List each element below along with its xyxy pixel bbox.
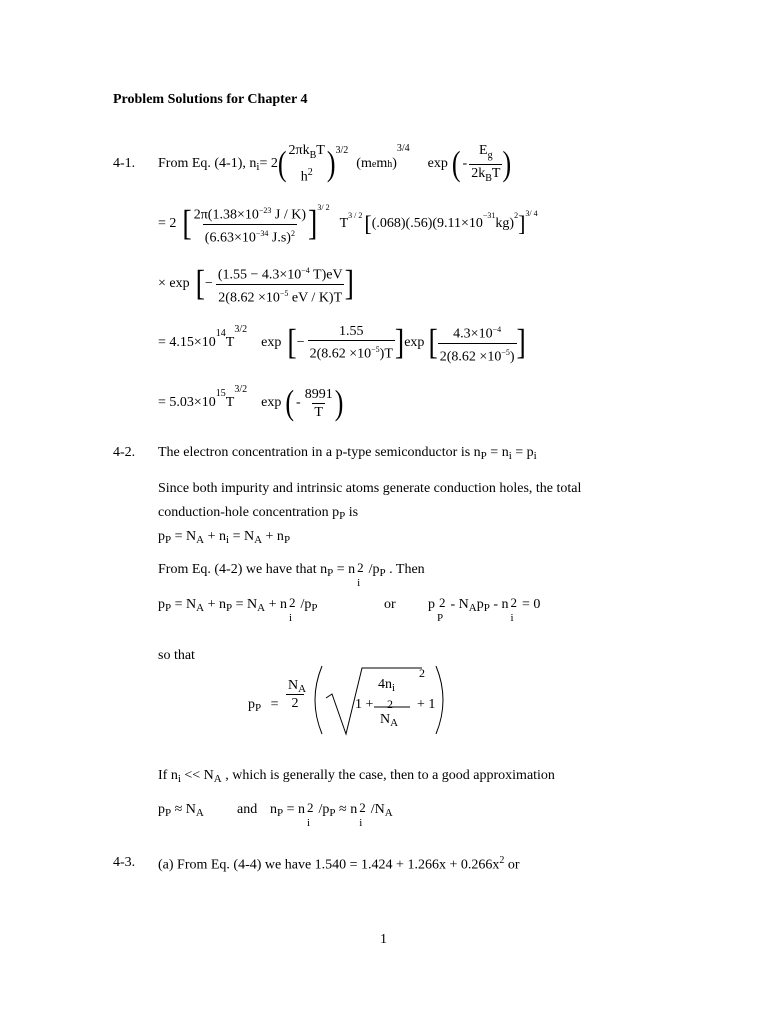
problem-number-4-3: 4-3.	[113, 855, 136, 870]
paren-open: (	[277, 143, 287, 183]
problem-number-4-2: 4-2.	[113, 445, 136, 460]
radical-one-plus: 1 +	[355, 697, 374, 712]
problem-number-4-1: 4-1.	[113, 156, 136, 171]
eq-4-1-line3: × exp [ − $\frac{(1.55 - 4.3\times 10^{-4} T)eV}{2(8.62 \times 10^{-5} eV / K)T}$ ]	[158, 263, 354, 306]
radical-num-sq: 2	[419, 666, 425, 680]
eq-4-1-line2: = 2 [ $\frac{2\pi(1.38\times 10^{-23} J / K)}{(6.63\times 10^{-34} J.s)^2}$ ] $^{3/ 2}$ T $^{3 / 2}$ [ (.068)(.56)(9.11×10 $^{-31}$ kg) $^2$ ] $^{3/ 4}$	[158, 203, 538, 246]
word-or: or	[384, 597, 396, 612]
paragraph-line-1: Since both impurity and intrinsic atoms generate conduction holes, the total	[158, 481, 582, 496]
eq-4-1-line5: = 5.03×10 $^{15}$ T 3/2 exp ( - $\frac{8991}{T}$ )	[158, 382, 344, 422]
radical-num: $4n_i$	[378, 677, 396, 694]
radical-plus-one: + 1	[417, 697, 436, 712]
radical-den: $N_A$	[380, 712, 399, 729]
fraction-8991-t: $\frac{8991}{T}$	[304, 386, 333, 420]
text-so-that: so that	[158, 648, 195, 663]
eq-4-1-line1: From Eq. (4-1), n i = 2 ( $2\pi k_BT$ $h^2$ ) $^{3/2}$ (m e m h ) 3/4 exp ( - $\frac{E_g}{2k_BT}$ )	[158, 142, 512, 185]
fraction-2pikbt-h2: $2\pi k_BT$ $h^2$	[288, 143, 325, 185]
sentence-electron-concentration: The electron concentration in a p-type semiconductor is $n_P = n_i = p_i$	[158, 445, 537, 462]
fraction-na-over-2: $N_A$ 2	[287, 678, 307, 711]
fraction-eg-2kbt: $\frac{E_g}{2k_BT}$	[469, 142, 502, 187]
line-from-eq-4-2: From Eq. (4-2) we have that $n_P = n$ 2 i $/p_P$ . Then	[158, 560, 425, 589]
eq-quadratic: p 2 P - $N_Ap_P$ - n 2 i = 0	[428, 595, 541, 624]
page-number: 1	[380, 932, 387, 947]
fraction-constants: $\frac{2\pi(1.38\times 10^{-23} J / K)}{(6.63\times 10^{-34} J.s)^2}$	[193, 205, 307, 246]
eq-approx-np: $n_P = n$ 2 i $/p_P \approx n$ 2 i $/N_A$	[270, 800, 393, 829]
eq-pp-expansion: $p_P = N_A + n_P = N_A + n$ 2 i $/p_P$	[158, 595, 318, 624]
page-title: Problem Solutions for Chapter 4	[113, 92, 308, 107]
paragraph-line-2: conduction-hole concentration $p_P$ is	[158, 505, 359, 522]
pp-label: $p_P$ =	[248, 697, 279, 714]
word-and: and	[237, 802, 258, 817]
eq-4-1-line4: = 4.15×10 $^{14}$ T 3/2 exp [ − $\frac{1.55}{2(8.62 \times 10^{-5})T}$ ] exp [ $\frac{4.3\times 10^{-4}}{2(8.62 \times 10^{-5})}$ ]	[158, 322, 526, 365]
eq-approx-pp: $p_P \approx N_A$	[158, 802, 204, 819]
eq-4-3-line1: (a) From Eq. (4-4) we have $1.540 = 1.424 + 1.266x + 0.266x^2$ or	[158, 855, 520, 873]
eq-hole-concentration: $p_P = N_A + n_i = N_A + n_P$	[158, 529, 291, 546]
radical-den-sq: 2	[387, 697, 393, 711]
fraction-bandgap: $\frac{(1.55 - 4.3\times 10^{-4} T)eV}{2(8.62 \times 10^{-5} eV / K)T}$	[217, 265, 343, 306]
line-if-ni: If $n_i << N_A$ , which is generally the case, then to a good approximation	[158, 768, 555, 785]
fraction-1-55: $\frac{1.55}{2(8.62 \times 10^{-5})T}$	[309, 324, 393, 362]
fraction-4-3e-4: $\frac{4.3\times 10^{-4}}{2(8.62 \times 10^{-5})}$	[439, 324, 515, 365]
